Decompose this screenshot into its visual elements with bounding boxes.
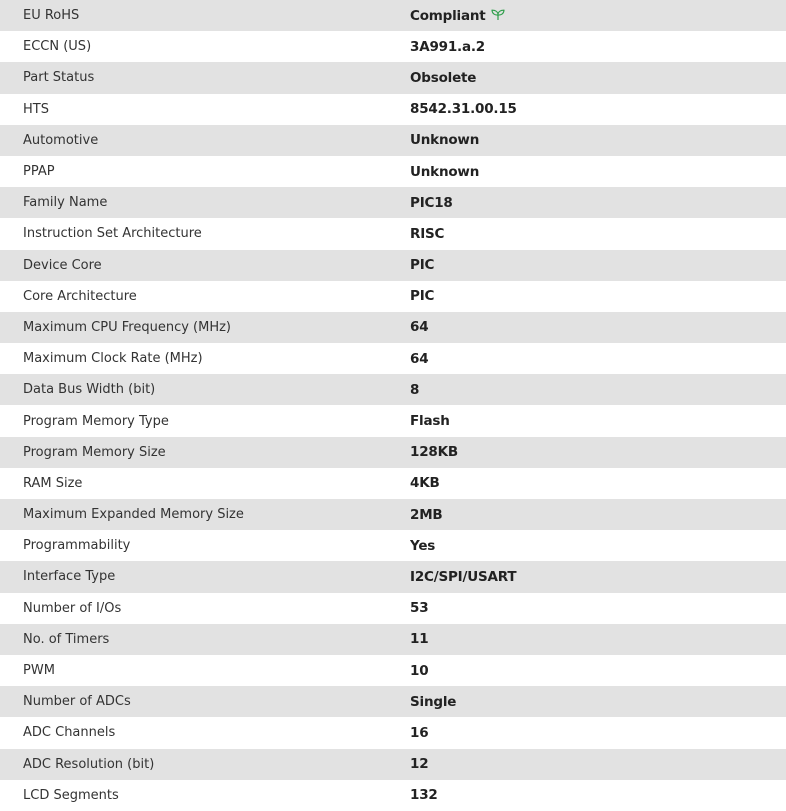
table-row	[0, 780, 786, 811]
table-row	[0, 62, 786, 93]
spec-value: PIC18	[410, 194, 453, 211]
table-row	[0, 686, 786, 717]
spec-value-text: Compliant	[410, 7, 486, 24]
spec-value: Obsolete	[410, 69, 477, 86]
table-row	[0, 312, 786, 343]
table-row	[0, 156, 786, 187]
spec-value: 64	[410, 319, 429, 336]
table-row	[0, 125, 786, 156]
spec-label: PPAP	[23, 164, 55, 180]
spec-label: No. of Timers	[23, 631, 110, 647]
spec-value: 53	[410, 600, 429, 617]
spec-value: 10	[410, 662, 429, 679]
leaf-icon	[491, 9, 505, 21]
table-row	[0, 250, 786, 281]
spec-value: 2MB	[410, 506, 443, 523]
spec-label: Maximum Expanded Memory Size	[23, 507, 244, 523]
spec-value: PIC	[410, 257, 435, 274]
spec-value: Unknown	[410, 132, 480, 149]
spec-value: 8542.31.00.15	[410, 101, 517, 118]
table-row	[0, 624, 786, 655]
spec-value: 16	[410, 724, 429, 741]
spec-value: Yes	[410, 537, 436, 554]
spec-value: RISC	[410, 225, 445, 242]
spec-label: Interface Type	[23, 569, 116, 585]
spec-label: Instruction Set Architecture	[23, 226, 202, 242]
spec-label: Program Memory Size	[23, 444, 166, 460]
spec-value: 11	[410, 631, 429, 648]
table-row	[0, 343, 786, 374]
spec-label: Number of ADCs	[23, 694, 131, 710]
spec-label: LCD Segments	[23, 787, 119, 803]
spec-label: Number of I/Os	[23, 600, 122, 616]
table-row	[0, 94, 786, 125]
table-row	[0, 374, 786, 405]
table-row	[0, 561, 786, 592]
spec-label: Family Name	[23, 195, 108, 211]
spec-label: Part Status	[23, 70, 95, 86]
table-row	[0, 405, 786, 436]
spec-value: 12	[410, 756, 429, 773]
spec-value: 3A991.a.2	[410, 38, 485, 55]
table-row	[0, 530, 786, 561]
spec-value: 4KB	[410, 475, 440, 492]
spec-label: RAM Size	[23, 475, 83, 491]
spec-value: PIC	[410, 288, 435, 305]
spec-label: Core Architecture	[23, 288, 137, 304]
spec-label: PWM	[23, 663, 55, 679]
spec-label: ADC Resolution (bit)	[23, 756, 155, 772]
spec-label: EU RoHS	[23, 8, 80, 24]
table-row	[0, 593, 786, 624]
table-row	[0, 218, 786, 249]
spec-value	[410, 0, 786, 31]
spec-value: I2C/SPI/USART	[410, 568, 517, 585]
table-row	[0, 655, 786, 686]
table-row	[0, 31, 786, 62]
spec-value: Single	[410, 693, 457, 710]
spec-value: 132	[410, 787, 438, 804]
table-row	[0, 749, 786, 780]
spec-label: Automotive	[23, 132, 99, 148]
spec-value: 128KB	[410, 444, 458, 461]
spec-label: Program Memory Type	[23, 413, 169, 429]
table-row	[0, 281, 786, 312]
spec-value: 8	[410, 381, 420, 398]
spec-label: Data Bus Width (bit)	[23, 382, 156, 398]
table-row	[0, 187, 786, 218]
table-row	[0, 468, 786, 499]
spec-label: Maximum Clock Rate (MHz)	[23, 351, 203, 367]
table-row	[0, 0, 786, 31]
spec-value: 64	[410, 350, 429, 367]
spec-label: ECCN (US)	[23, 39, 92, 55]
spec-label: Maximum CPU Frequency (MHz)	[23, 319, 231, 335]
table-row	[0, 499, 786, 530]
table-row	[0, 437, 786, 468]
spec-value: Unknown	[410, 163, 480, 180]
spec-label: ADC Channels	[23, 725, 116, 741]
table-row	[0, 717, 786, 748]
spec-label: Device Core	[23, 257, 102, 273]
spec-value: Flash	[410, 413, 450, 430]
spec-label: HTS	[23, 101, 49, 117]
spec-label: Programmability	[23, 538, 131, 554]
